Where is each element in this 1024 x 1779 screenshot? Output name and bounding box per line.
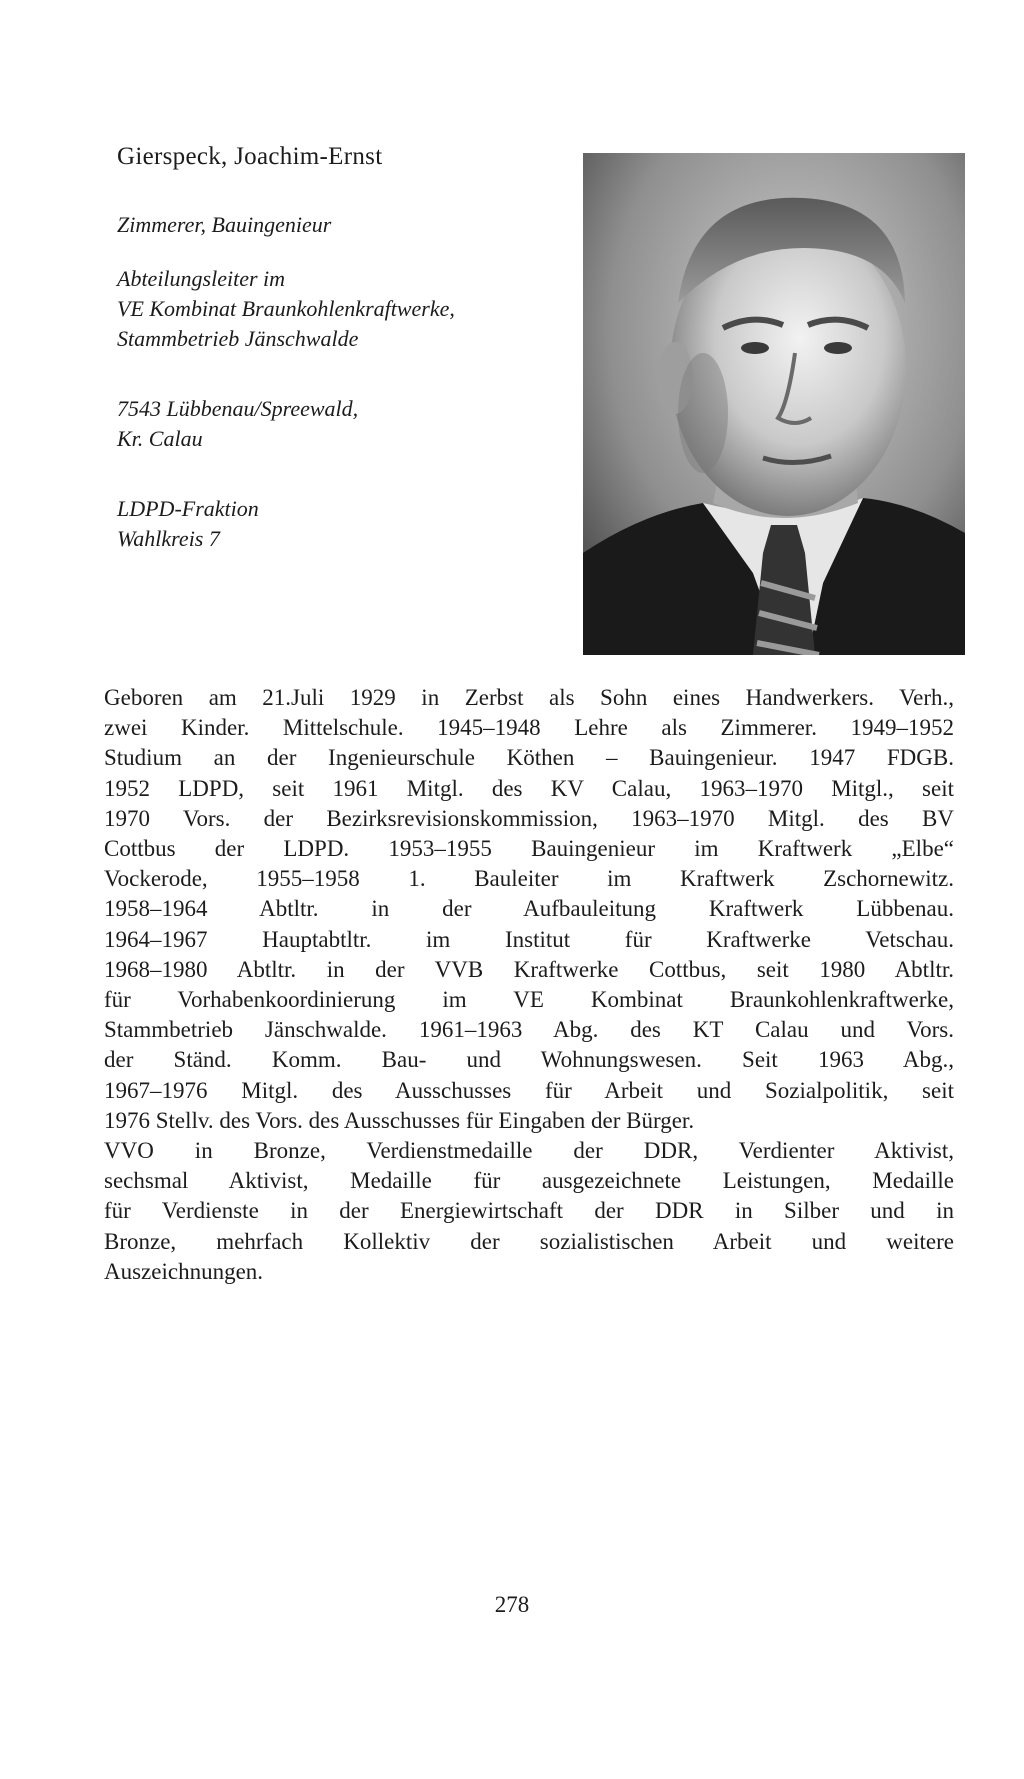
bio-line: für Verdienste in der Energiewirtschaft der DDR in Silber und in bbox=[104, 1198, 954, 1224]
entry-fraction bbox=[117, 494, 587, 554]
bio-line: Studium an der Ingenieurschule Köthen – Bauingenieur. 1947 FDGB. bbox=[104, 745, 954, 771]
bio-line: Auszeichnungen. bbox=[104, 1258, 264, 1284]
bio-line: Geboren am 21.Juli 1929 in Zerbst als Sohn eines Handwerkers. Verh., bbox=[104, 685, 954, 710]
bio-line: VVO in Bronze, Verdienstmedaille der DDR, Verdienter Aktivist, bbox=[104, 1138, 954, 1164]
entry-address bbox=[117, 394, 587, 454]
bio-line: 1964–1967 Hauptabtltr. im Institut für Kraftwerke Vetschau. bbox=[104, 926, 954, 952]
address-line-1: 7543 Lübbenau/Spreewald, bbox=[117, 396, 359, 421]
portrait-photo-icon bbox=[583, 153, 965, 655]
bio-line: Cottbus der LDPD. 1953–1955 Bauingenieur im Kraftwerk „Elbe“ bbox=[104, 836, 954, 862]
bio-line: der Ständ. Komm. Bau- und Wohnungswesen. Seit 1963 Abg., bbox=[104, 1047, 954, 1073]
fraction-line-2: Wahlkreis 7 bbox=[117, 526, 220, 551]
entry-name: Gierspeck, Joachim-Ernst bbox=[117, 143, 383, 170]
position-line-1: Abteilungsleiter im bbox=[117, 266, 286, 291]
bio-line: für Vorhabenkoordinierung im VE Kombinat Braunkohlenkraftwerke, bbox=[104, 987, 954, 1013]
bio-line: 1958–1964 Abtltr. in der Aufbauleitung Kraftwerk Lübbenau. bbox=[104, 896, 954, 922]
bio-line: 1970 Vors. der Bezirksrevisionskommission, 1963–1970 Mitgl. des BV bbox=[104, 805, 954, 831]
bio-line: 1967–1976 Mitgl. des Ausschusses für Arbeit und Sozialpolitik, seit bbox=[104, 1077, 954, 1103]
bio-line: sechsmal Aktivist, Medaille für ausgezeichnete Leistungen, Medaille bbox=[104, 1168, 954, 1194]
bio-line: Stammbetrieb Jänschwalde. 1961–1963 Abg. des KT Calau und Vors. bbox=[104, 1017, 954, 1043]
entry-position bbox=[117, 264, 587, 354]
page-number: 278 bbox=[494, 1592, 530, 1617]
position-line-3: Stammbetrieb Jänschwalde bbox=[117, 326, 359, 351]
occupation-line: Zimmerer, Bauingenieur bbox=[117, 212, 332, 237]
entry-occupation bbox=[117, 210, 587, 240]
position-line-2: VE Kombinat Braunkohlenkraftwerke, bbox=[117, 296, 455, 321]
fraction-line-1: LDPD-Fraktion bbox=[117, 496, 259, 521]
bio-line: Bronze, mehrfach Kollektiv der sozialistischen Arbeit und weitere bbox=[104, 1228, 954, 1254]
address-line-2: Kr. Calau bbox=[117, 426, 203, 451]
portrait-illustration bbox=[583, 153, 965, 655]
bio-line: 1952 LDPD, seit 1961 Mitgl. des KV Calau, 1963–1970 Mitgl., seit bbox=[104, 775, 954, 801]
bio-line: zwei Kinder. Mittelschule. 1945–1948 Lehre als Zimmerer. 1949–1952 bbox=[104, 715, 954, 741]
bio-line: 1968–1980 Abtltr. in der VVB Kraftwerke Cottbus, seit 1980 Abtltr. bbox=[104, 956, 954, 982]
biography-text bbox=[104, 683, 954, 1287]
bio-line: Vockerode, 1955–1958 1. Bauleiter im Kraftwerk Zschornewitz. bbox=[104, 866, 954, 892]
bio-line: 1976 Stellv. des Vors. des Ausschusses für Eingaben der Bürger. bbox=[104, 1107, 695, 1133]
